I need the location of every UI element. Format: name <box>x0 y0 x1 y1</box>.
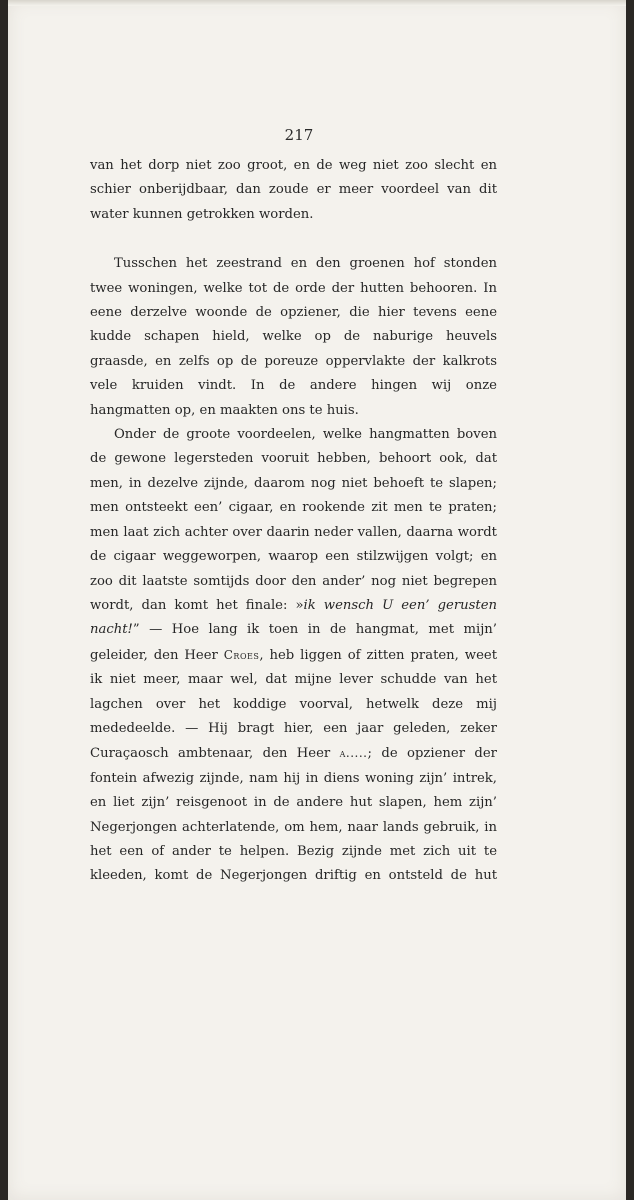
paragraph-continued: van het dorp niet zoo groot, en de weg niet zoo slecht en schier onberijdbaar, dan zoude er meer voordeel van dit water kunnen getrokken worden. <box>90 158 497 222</box>
page-edge <box>8 0 626 6</box>
quote-text: ik wensch U een’ gerusten nacht! <box>90 597 497 638</box>
book-page <box>8 0 626 1200</box>
paragraph-text: ” — Hoe lang ik toen in de hangmat, met mijn’ geleider, den Heer <box>90 622 497 663</box>
body-text <box>90 154 497 889</box>
paragraph-text: ; de opziener der fontein afwezig zijnde, nam hij in diens woning zijn’ intrek, en liet zijn’ reisgenoot in de andere hut slapen, hem zijn’ Negerjongen achterlatende, om hem, naar lands gebruik, in het een of ander te helpen. Bezig zijnde met zich uit te kleeden, komt de Negerjongen driftig en ontsteld de hut <box>90 746 497 884</box>
paragraph-text: Onder de groote voordeelen, welke hangmatten boven de gewone legersteden vooruit hebben, behoort ook, dat men, in dezelve zijnde, daarom nog niet behoeft te slapen; men ontsteekt een’ cigaar, en rookende zit men te praten; men laat zich achter over daarin neder vallen, daarna wordt de cigaar weggeworpen, waarop een stilzwijgen volgt; en zoo dit laatste somtijds door den ander’ nog niet begrepen wordt, dan komt het finale: » <box>90 427 497 613</box>
paragraph-text: , heb liggen of zitten praten, weet ik niet meer, maar wel, dat mijne lever schudde van het lagchen over het koddige voorval, hetwelk deze mij mededeelde. — Hij bragt hier, een jaar geleden, zeker Curaçaosch ambtenaar, den Heer <box>90 647 497 762</box>
paragraph-hangmatten <box>90 423 497 889</box>
page-number: 217 <box>284 126 314 144</box>
person-name: a..... <box>339 746 368 761</box>
paragraph-houses: Tusschen het zeestrand en den groenen hof stonden twee woningen, welke tot de orde der hutten behooren. In eene derzelve woonde de opziener, die hier tevens eene kudde schapen hield, welke op de naburige heuvels graasde, en zelfs op de poreuze oppervlakte der kalkrots vele kruiden vindt. In de andere hingen wij onze hangmatten op, en maakten ons te huis. <box>90 256 497 418</box>
person-name: Croes <box>223 647 260 662</box>
